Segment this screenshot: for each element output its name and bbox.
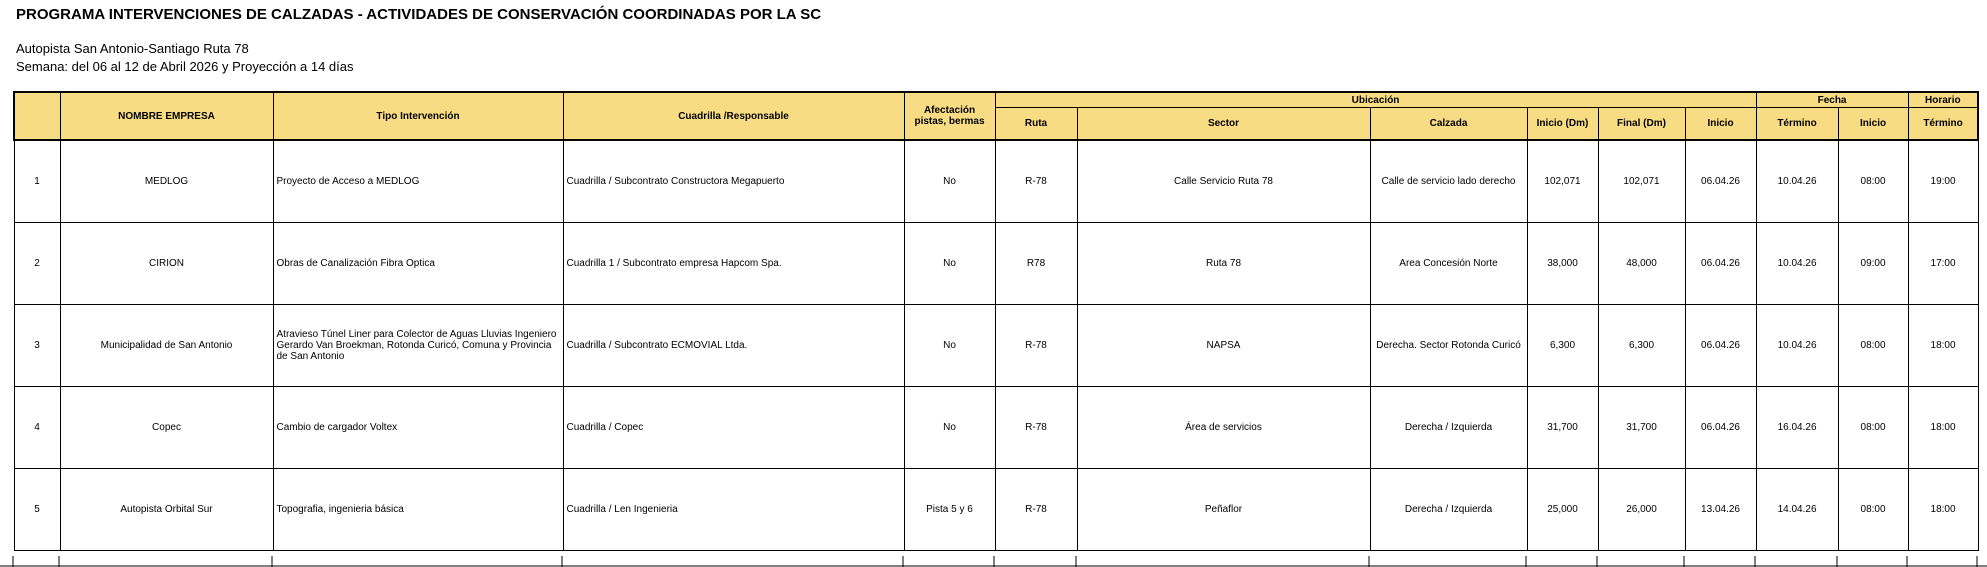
header-cuadrilla: Cuadrilla /Responsable (563, 92, 904, 140)
cell-sector: NAPSA (1077, 305, 1370, 387)
cell-hora-termino: 17:00 (1908, 223, 1978, 305)
cell-final-dm: 26,000 (1598, 469, 1685, 551)
cell-fecha-termino: 14.04.26 (1756, 469, 1838, 551)
cell-calzada: Area Concesión Norte (1370, 223, 1527, 305)
cell-fecha-termino: 16.04.26 (1756, 387, 1838, 469)
header-tipo: Tipo Intervención (273, 92, 563, 140)
cell-hora-inicio: 08:00 (1838, 469, 1908, 551)
cell-afectacion: No (904, 140, 995, 223)
road-subtitle: Autopista San Antonio-Santiago Ruta 78 (16, 41, 249, 56)
cell-empresa: Copec (60, 387, 273, 469)
cell-cuadrilla: Cuadrilla / Subcontrato Constructora Megapuerto (563, 140, 904, 223)
cell-fecha-inicio: 13.04.26 (1685, 469, 1756, 551)
header-horario: Horario (1908, 92, 1978, 108)
cell-hora-termino: 18:00 (1908, 469, 1978, 551)
cell-cuadrilla: Cuadrilla / Len Ingenieria (563, 469, 904, 551)
cell-ruta: R-78 (995, 140, 1077, 223)
cell-final-dm: 31,700 (1598, 387, 1685, 469)
cell-calzada: Derecha / Izquierda (1370, 387, 1527, 469)
cell-cuadrilla: Cuadrilla / Subcontrato ECMOVIAL Ltda. (563, 305, 904, 387)
table-row (14, 223, 1978, 305)
header-number (14, 92, 60, 140)
header-afectacion: Afectación pistas, bermas (904, 92, 995, 140)
header-fecha-inicio: Inicio (1685, 108, 1756, 141)
header-hora-inicio: Inicio (1838, 108, 1908, 141)
header-calzada: Calzada (1370, 108, 1527, 141)
cell-sector: Peñaflor (1077, 469, 1370, 551)
cell-calzada: Derecha / Izquierda (1370, 469, 1527, 551)
cell-hora-inicio: 09:00 (1838, 223, 1908, 305)
cell-hora-inicio: 08:00 (1838, 140, 1908, 223)
header-ruta: Ruta (995, 108, 1077, 141)
cell-fecha-termino: 10.04.26 (1756, 305, 1838, 387)
cell-number: 3 (14, 305, 60, 387)
cell-fecha-termino: 10.04.26 (1756, 223, 1838, 305)
cell-tipo: Proyecto de Acceso a MEDLOG (273, 140, 563, 223)
cell-fecha-termino: 10.04.26 (1756, 140, 1838, 223)
table-row (14, 140, 1978, 223)
cell-number: 2 (14, 223, 60, 305)
header-empresa: NOMBRE EMPRESA (60, 92, 273, 140)
cell-fecha-inicio: 06.04.26 (1685, 387, 1756, 469)
header-inicio-dm: Inicio (Dm) (1527, 108, 1598, 141)
cell-empresa: Autopista Orbital Sur (60, 469, 273, 551)
cell-ruta: R-78 (995, 305, 1077, 387)
cell-ruta: R-78 (995, 469, 1077, 551)
cell-final-dm: 48,000 (1598, 223, 1685, 305)
cell-fecha-inicio: 06.04.26 (1685, 305, 1756, 387)
cell-tipo: Atravieso Túnel Liner para Colector de Aguas Lluvias Ingeniero Gerardo Van Broekman, Rotonda Curicó, Comuna y Provincia de San Antonio (273, 305, 563, 387)
cell-inicio-dm: 6,300 (1527, 305, 1598, 387)
header-fecha: Fecha (1756, 92, 1908, 108)
cell-calzada: Calle de servicio lado derecho (1370, 140, 1527, 223)
cell-tipo: Cambio de cargador Voltex (273, 387, 563, 469)
week-subtitle: Semana: del 06 al 12 de Abril 2026 y Proyección a 14 días (16, 59, 354, 74)
cell-afectacion: No (904, 305, 995, 387)
header-final-dm: Final (Dm) (1598, 108, 1685, 141)
cell-inicio-dm: 31,700 (1527, 387, 1598, 469)
next-row-border-strip (0, 556, 1987, 567)
cell-fecha-inicio: 06.04.26 (1685, 223, 1756, 305)
cell-number: 4 (14, 387, 60, 469)
header-hora-termino: Término (1908, 108, 1978, 141)
cell-hora-termino: 19:00 (1908, 140, 1978, 223)
cell-empresa: CIRION (60, 223, 273, 305)
header-ubicacion: Ubicación (995, 92, 1756, 108)
cell-tipo: Topografia, ingenieria básica (273, 469, 563, 551)
header-fecha-termino: Término (1756, 108, 1838, 141)
cell-cuadrilla: Cuadrilla 1 / Subcontrato empresa Hapcom Spa. (563, 223, 904, 305)
page-title: PROGRAMA INTERVENCIONES DE CALZADAS - ACTIVIDADES DE CONSERVACIÓN COORDINADAS POR LA SC (16, 6, 822, 23)
schedule-table (13, 91, 1979, 551)
cell-hora-inicio: 08:00 (1838, 305, 1908, 387)
cell-sector: Área de servicios (1077, 387, 1370, 469)
cell-inicio-dm: 25,000 (1527, 469, 1598, 551)
cell-hora-inicio: 08:00 (1838, 387, 1908, 469)
cell-number: 1 (14, 140, 60, 223)
cell-afectacion: Pista 5 y 6 (904, 469, 995, 551)
table-row (14, 469, 1978, 551)
cell-ruta: R-78 (995, 387, 1077, 469)
cell-tipo: Obras de Canalización Fibra Optica (273, 223, 563, 305)
table-row (14, 387, 1978, 469)
cell-fecha-inicio: 06.04.26 (1685, 140, 1756, 223)
cell-empresa: MEDLOG (60, 140, 273, 223)
cell-number: 5 (14, 469, 60, 551)
cell-cuadrilla: Cuadrilla / Copec (563, 387, 904, 469)
table-row (14, 305, 1978, 387)
cell-afectacion: No (904, 387, 995, 469)
cell-ruta: R78 (995, 223, 1077, 305)
cell-empresa: Municipalidad de San Antonio (60, 305, 273, 387)
cell-final-dm: 6,300 (1598, 305, 1685, 387)
header-sector: Sector (1077, 108, 1370, 141)
cell-hora-termino: 18:00 (1908, 387, 1978, 469)
cell-inicio-dm: 38,000 (1527, 223, 1598, 305)
cell-calzada: Derecha. Sector Rotonda Curicó (1370, 305, 1527, 387)
cell-hora-termino: 18:00 (1908, 305, 1978, 387)
cell-sector: Calle Servicio Ruta 78 (1077, 140, 1370, 223)
cell-sector: Ruta 78 (1077, 223, 1370, 305)
cell-inicio-dm: 102,071 (1527, 140, 1598, 223)
cell-afectacion: No (904, 223, 995, 305)
cell-final-dm: 102,071 (1598, 140, 1685, 223)
